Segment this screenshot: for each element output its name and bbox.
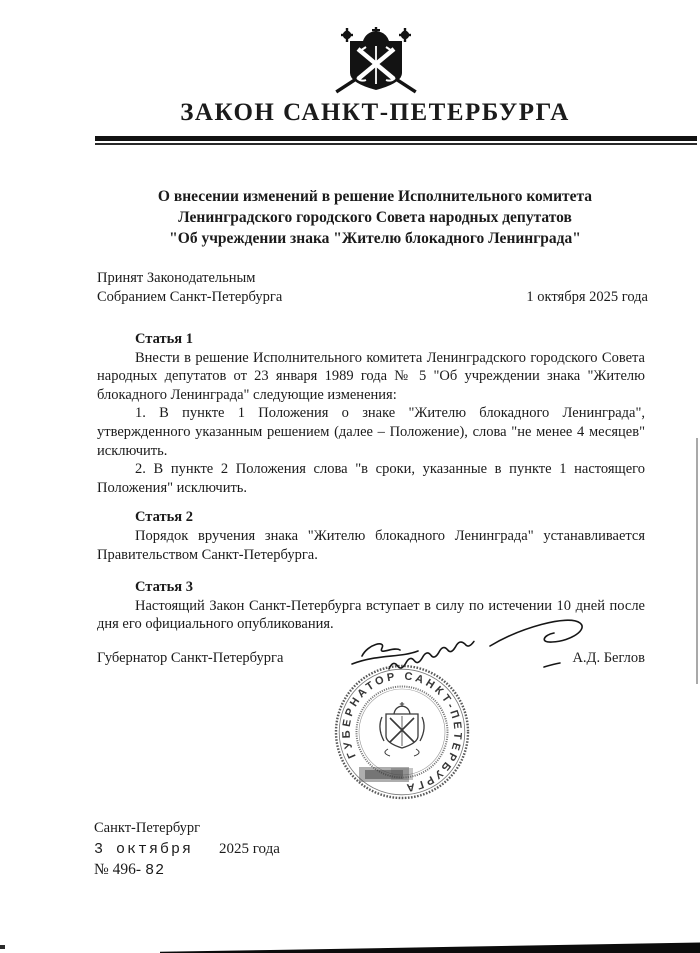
article-3-heading: Статья 3 — [135, 579, 193, 596]
article-2 — [97, 508, 645, 564]
adoption-date: 1 октября 2025 года — [526, 289, 648, 305]
document-title-line: "Об учреждении знака "Жителю блокадного Ленинграда" — [169, 230, 581, 247]
footer-date-year: 2025 года — [219, 841, 280, 857]
scan-artifact-right-edge — [696, 438, 698, 684]
article-1-item-1: 1. В пункте 1 Положения о знаке "Жителю блокадного Ленинграда", утвержденного указанным решением (далее – Положение), слова "не менее 4 месяцев" исключить. — [97, 405, 645, 459]
scan-artifact-corner-mark — [0, 945, 5, 949]
article-1-item-2: 2. В пункте 2 Положения слова "в сроки, указанные в пункте 1 настоящего Положения" исключить. — [97, 461, 645, 496]
article-3-paragraph: Настоящий Закон Санкт-Петербурга вступает в силу по истечении 10 дней после дня его официального опубликования. — [97, 597, 645, 633]
governor-seal-stamp — [331, 663, 473, 803]
seal-ring-text: ГУБЕРНАТОР САНКТ-ПЕТЕРБУРГА — [340, 670, 464, 794]
adopted-by-line2: Собранием Санкт-Петербурга — [97, 289, 283, 305]
document-title-line: Ленинградского городского Совета народных депутатов — [178, 209, 572, 226]
adoption-block — [97, 269, 648, 307]
masthead-divider — [95, 136, 697, 145]
adopted-by-line1: Принят Законодательным — [97, 270, 256, 286]
article-1 — [97, 330, 645, 497]
footer-number-stamped: 82 — [145, 862, 166, 879]
document-title — [50, 186, 700, 249]
footer-number-prefix: № 496- — [94, 861, 142, 878]
article-1-heading: Статья 1 — [135, 331, 193, 347]
article-2-paragraph: Порядок вручения знака "Жителю блокадного Ленинграда" устанавливается Правительством Санкт-Петербурга. — [97, 527, 645, 563]
article-2-heading: Статья 2 — [135, 509, 193, 526]
signer-name: А.Д. Беглов — [572, 650, 645, 666]
coat-of-arms-icon — [330, 26, 422, 104]
masthead-title: ЗАКОН САНКТ-ПЕТЕРБУРГА — [180, 99, 570, 126]
signer-post: Губернатор Санкт-Петербурга — [97, 650, 284, 666]
scan-artifact-bottom-wedge — [160, 941, 700, 953]
document-title-line: О внесении изменений в решение Исполнительного комитета — [157, 188, 593, 205]
document-body — [97, 330, 645, 634]
seal-ink-smudge — [359, 767, 413, 782]
footer-date-stamped: 3 октября — [94, 841, 194, 858]
article-1-paragraph: Внести в решение Исполнительного комитета Ленинградского городского Совета народных депутатов от 23 января 1989 года № 5 "Об учреждении знака "Жителю блокадного Ленинграда" следующие изменения: — [97, 349, 645, 403]
seal-coat-of-arms-icon — [380, 702, 424, 756]
footer-city: Санкт-Петербург — [94, 820, 201, 836]
footer-block — [94, 819, 280, 880]
